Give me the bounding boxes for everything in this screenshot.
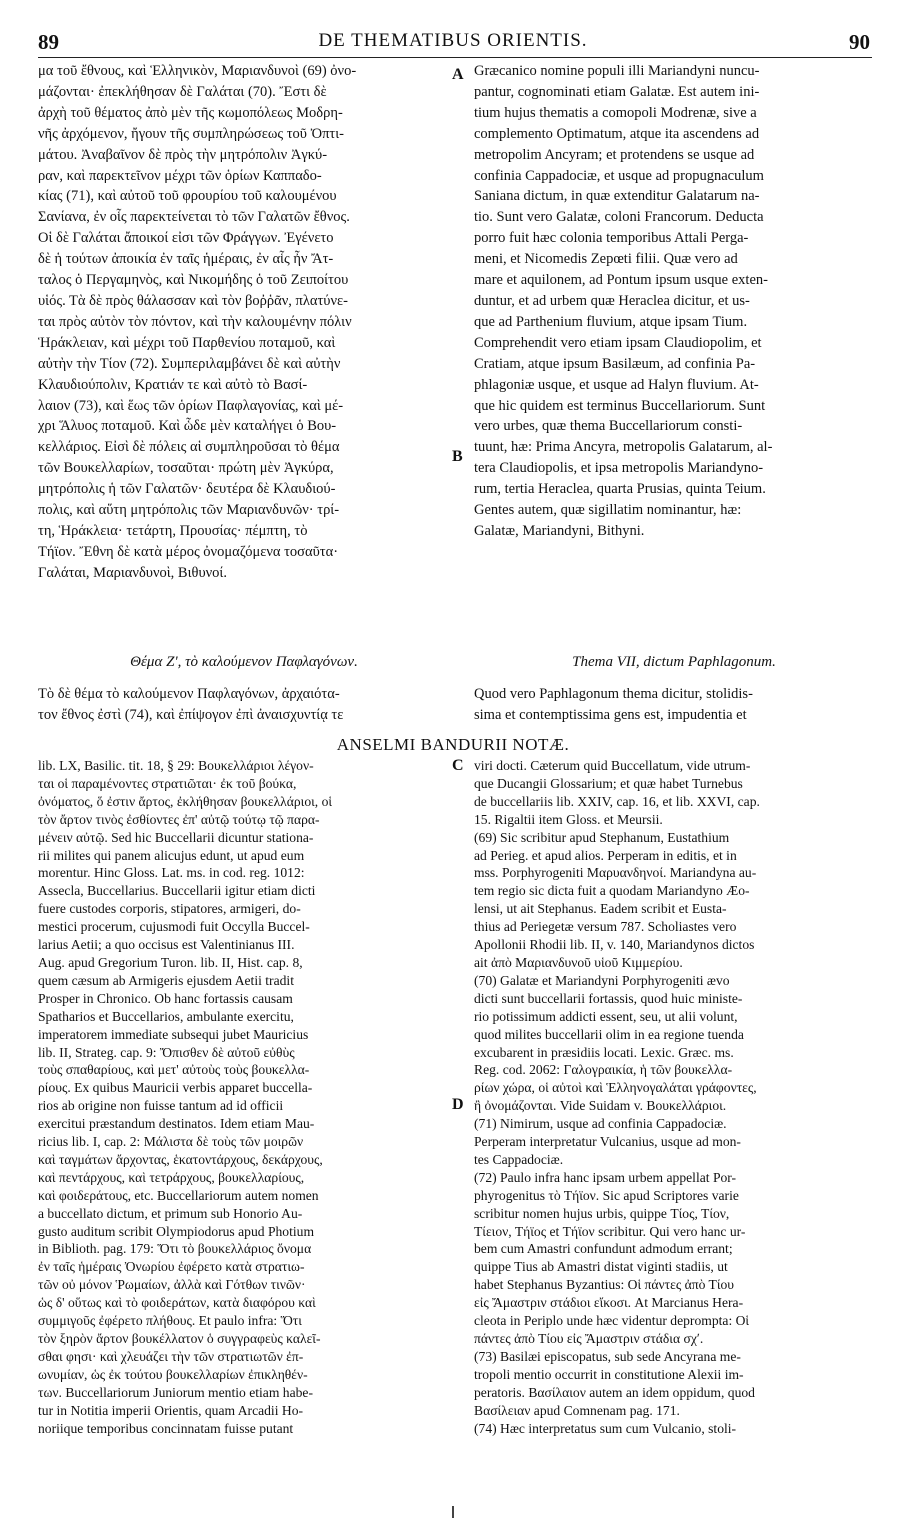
text-line: τὸν ξηρὸν ἄρτον βουκέλλατον ὁ συγγραφεὺς καλεῖ- — [38, 1331, 321, 1346]
text-line: rio potissimum addicti essent, seu, ut alii volunt, — [474, 1008, 738, 1024]
text-line: Prosper in Chronico. Ob hanc fortassis causam — [38, 990, 293, 1006]
text-line: 15. Rigaltii item Gloss. et Meursii. — [474, 811, 663, 827]
text-line: μητρόπολις ἡ τῶν Γαλατῶν· δευτέρα δὲ Κλαυδιού- — [38, 481, 336, 498]
text-line: habet Stephanus Byzantius: Οἱ πάντες ἀπὸ Τίου — [474, 1277, 735, 1293]
text-line: mss. Porphyrogeniti Μαρυανδηνοί. Mariandyna au- — [474, 865, 757, 881]
text-line: a buccellato dictum, et primum sub Honorio Au- — [38, 1205, 303, 1221]
text-line: lensi, ut ait Stephanus. Eadem scribit et Eusta- — [474, 901, 727, 917]
margin-letter-d: D — [452, 1096, 464, 1113]
text-line: Τίειον, Τήϊος et Τήϊον scribitur. Qui vero hanc ur- — [474, 1223, 746, 1239]
text-line: μάζονται· ἐπεκλήθησαν δὲ Γαλάται (70). Ἔστι δὲ — [38, 83, 327, 100]
text-line: αὐτὴν τὴν Τίον (72). Συμπεριλαμβάνει δὲ καὶ αὐτὴν — [38, 355, 341, 372]
text-line: ad Perieg. et apud alios. Perperam in editis, et in — [474, 847, 737, 863]
text-line: νῆς ἀρχόμενον, ἤγουν τῆς συμπληρώσεως τοῦ Ὀπτι- — [38, 125, 344, 142]
text-line: bem cum Amastri confundunt admodum errant; — [474, 1241, 733, 1257]
text-line: mestici procerum, cujusmodi fuit Occylla Buccel- — [38, 919, 310, 935]
text-line: in Biblioth. pag. 179: Ὅτι τὸ βουκελλάριος ὄνομα — [38, 1241, 312, 1257]
text-line: tuunt, hæ: Prima Ancyra, metropolis Galatarum, al- — [474, 439, 773, 456]
margin-letter-c: C — [452, 757, 464, 774]
text-line: Gentes autem, quæ sigillatim nominantur, hæ: — [474, 502, 742, 519]
text-line: Reg. cod. 2062: Γαλογραικία, ἡ τῶν βουκελλα- — [474, 1062, 733, 1078]
text-line: rii milites qui panem alicujus edunt, ut apud eum — [38, 847, 305, 863]
text-line: gusto auditum scribit Olympiodorus apud Photium — [38, 1223, 315, 1239]
text-line: lib. II, Strateg. cap. 9: Ὄπισθεν δὲ αὐτοῦ εὐθὺς — [38, 1044, 295, 1060]
text-line: Κλαυδιούπολιν, Κρατιάν τε καὶ αὐτὸ τὸ Βασί- — [38, 376, 308, 393]
text-line: (72) Paulo infra hanc ipsam urbem appellat Por- — [474, 1169, 737, 1185]
text-line: ὀνόματος, ὅ ἐστιν ἄρτος, ἐκλήθησαν βουκελλάριοι, οἱ — [38, 793, 333, 809]
running-header — [0, 30, 906, 60]
text-line: quod milites buccellarii olim in ea regione tuenda — [474, 1026, 744, 1042]
text-line: τὸν ἄρτον τινὸς ἐσθίοντες ἐπ' αὐτῷ τούτῳ τῷ παρα- — [38, 811, 320, 827]
running-title: DE THEMATIBUS ORIENTIS. — [318, 30, 588, 51]
page-number-left: 89 — [38, 30, 59, 54]
header-rule — [38, 57, 872, 58]
text-line: ἢ ὀνομάζονται. Vide Suidam v. Βουκελλάριοι. — [474, 1098, 727, 1114]
text-line: tem regio sic dicta fuit a quodam Mariandyno Æo- — [474, 883, 750, 899]
text-line: Σανίανα, ἐν οἷς παρεκτείνεται τὸ τῶν Γαλατῶν ἔθνος. — [38, 209, 350, 226]
notes-left-column — [38, 757, 450, 1437]
text-line: ρίους. Ex quibus Mauricii verbis apparet buccella- — [38, 1080, 313, 1096]
text-line: rios ab origine non fuisse tantum ad id officii — [38, 1098, 284, 1114]
text-line: Comprehendit vero etiam ipsam Claudiopolim, et — [474, 334, 762, 351]
text-line: confinia Cappadociæ, et usque ad propugnaculum — [474, 167, 764, 184]
text-line: complemento Optimatum, atque ita ascendens ad — [474, 125, 760, 142]
text-line: tes Cappadociæ. — [474, 1151, 564, 1167]
text-line: meni, et Nicomedis Zepœti filii. Quæ vero ad — [474, 251, 738, 268]
text-line: (74) Hæc interpretatus sum cum Vulcanio, stoli- — [474, 1420, 737, 1436]
text-line: imperatorem immediate subsequi jubet Mauricius — [38, 1026, 309, 1042]
text-line: μένειν αὐτῷ. Sed hic Buccellarii dicuntur stationa- — [38, 829, 314, 845]
greek-text-column — [38, 61, 450, 584]
text-line: metropolim Ancyram; et protendens se usque ad — [474, 146, 755, 163]
text-line: morentur. Hinc Gloss. Lat. ms. in cod. reg. 1012: — [38, 865, 305, 881]
text-line: scribitur nomen hujus urbis, quippe Τίος, Τίον, — [474, 1205, 730, 1221]
text-line: lib. LX, Basilic. tit. 18, § 29: Βουκελλάριοι λέγον- — [38, 758, 314, 773]
text-line: (69) Sic scribitur apud Stephanum, Eustathium — [474, 829, 730, 845]
text-line: Γαλάται, Μαριανδυνοὶ, Βιθυνοί. — [38, 564, 227, 581]
text-line: εἰς Ἄμαστριν στάδιοι εἴκοσι. At Marcianus Hera- — [474, 1295, 744, 1311]
notes-heading: ANSELMI BANDURII NOTÆ. — [336, 735, 570, 754]
text-line: υἱός. Τὰ δὲ πρὸς θάλασσαν καὶ τὸν βοῤῥᾶν, πλατύνε- — [38, 292, 348, 309]
text-line: χρι Ἅλυος ποταμοῦ. Καὶ ὧδε μὲν καταλήγει ὁ Βου- — [38, 418, 337, 435]
text-line: Τήϊον. Ἔθνη δὲ κατὰ μέρος ὀνομαζόμενα τοσαῦτα· — [38, 543, 339, 560]
greek-text-column-continued — [38, 684, 450, 726]
text-line: κελλάριος. Εἰσὶ δὲ πόλεις αἱ συμπληροῦσαι τὸ θέμα — [38, 439, 340, 456]
text-line: vero urbes, quæ thema Buccellariorum consti- — [474, 418, 743, 435]
text-line: ἐν ταῖς ἡμέραις Ὀνωρίου ἐφέρετο κατὰ στρατιω- — [38, 1259, 305, 1275]
text-line: καὶ φοιδεράτους, etc. Buccellariorum autem nomen — [38, 1187, 319, 1203]
text-line: τον ἔθνος ἐστὶ (74), καὶ ἐπίψογον ἐπὶ ἀναισχυντίᾳ τε — [38, 706, 344, 723]
text-line: larius Aetii; a quo occisus est Valentinianus III. — [38, 937, 295, 953]
text-line: τοὺς σπαθαρίους, καὶ μετ' αὐτοὺς τοὺς βουκελλα- — [38, 1062, 310, 1078]
text-line: tur in Notitia imperii Orientis, quam Arcadii Ho- — [38, 1402, 304, 1418]
text-line: μάτου. Ἀναβαῖνον δὲ πρὸς τὴν μητρόπολιν Ἀγκύ- — [38, 146, 328, 163]
text-line: πάντες ἀπὸ Τίου εἰς Ἄμαστριν στάδια σχʹ. — [474, 1331, 704, 1346]
text-line: noriique temporibus concinnatam fuisse putant — [38, 1420, 294, 1436]
text-line: viri docti. Cæterum quid Buccellatum, vide utrum- — [474, 758, 751, 773]
text-line: dicti sunt buccellarii fortassis, quod huic ministe- — [474, 990, 743, 1006]
text-line: sima et contemptissima gens est, impudentia et — [474, 706, 747, 723]
text-line: Perperam interpretatur Vulcanius, usque ad mon- — [474, 1134, 741, 1150]
text-line: Assecla, Buccellarius. Buccellarii igitur etiam dicti — [38, 883, 316, 899]
text-line: pantur, cognominati etiam Galatæ. Est autem ini- — [474, 83, 760, 100]
text-line: τῶν οὐ μόνον Ῥωμαίων, ἀλλὰ καὶ Γότθων τινῶν· — [38, 1277, 306, 1293]
text-line: que hic quidem est terminus Buccellariorum. Sunt — [474, 397, 766, 414]
text-line: Quod vero Paphlagonum thema dicitur, stolidis- — [474, 686, 753, 702]
text-line: συμμιγοῦς ἐφέρετο πλήθους. Et paulo infra: Ὅτι — [38, 1313, 302, 1329]
text-line: Aug. apud Gregorium Turon. lib. II, Hist. cap. 8, — [38, 954, 303, 970]
text-line: phlagoniæ usque, et usque ad Halyn fluvium. At- — [474, 376, 759, 393]
latin-text-column — [474, 61, 874, 542]
text-line: mare et aquilonem, ad Pontum ipsum usque exten- — [474, 272, 768, 289]
text-line: Βασίλειαν apud Comnenam pag. 171. — [474, 1402, 680, 1418]
text-line: καὶ ταγμάτων ἄρχοντας, ἑκατοντάρχους, δεκάρχους, — [38, 1151, 323, 1167]
text-line: κίας (71), καὶ αὐτοῦ τοῦ φρουρίου τοῦ καλουμένου — [38, 188, 337, 205]
text-line: Galatæ, Mariandyni, Bithyni. — [474, 522, 645, 539]
text-line: porro fuit hæc colonia temporibus Attali Perga- — [474, 230, 749, 247]
text-line: quippe Tius ab Amastri distat viginti stadiis, ut — [474, 1259, 728, 1275]
text-line: των. Buccellariorum Juniorum mentio etiam habe- — [38, 1384, 313, 1400]
text-line: que ad Parthenium fluvium, atque ipsam Tium. — [474, 313, 748, 330]
latin-text-column-continued — [474, 684, 874, 726]
text-line: rum, tertia Heraclea, quarta Prusias, quinta Teium. — [474, 481, 766, 498]
text-line: ricius lib. I, cap. 2: Μάλιστα δὲ τοὺς τῶν μοιρῶν — [38, 1134, 304, 1150]
text-line: thius ad Periegetæ versum 787. Scholiastes vero — [474, 919, 737, 935]
latin-subheading: Thema VII, dictum Paphlagonum. — [572, 654, 776, 670]
text-line: ὡς δ' οὕτως καὶ τὸ φοιδεράτων, κατὰ διαφόρου καὶ — [38, 1295, 316, 1311]
text-line: tropoli mentio occurrit in constitutione Alexii im- — [474, 1366, 744, 1382]
text-line: cleota in Periplo unde hæc videntur deprompta: Οἱ — [474, 1313, 750, 1329]
text-line: exercitui præstandum destinatos. Idem etiam Mau- — [38, 1116, 315, 1132]
text-line: peratoris. Βασίλαιον autem an idem oppidum, quod — [474, 1384, 755, 1400]
margin-letter-a: A — [452, 66, 464, 83]
text-line: καὶ πεντάρχους, καὶ τετράρχους, βουκελλαρίους, — [38, 1169, 305, 1185]
text-line: Τὸ δὲ θέμα τὸ καλούμενον Παφλαγόνων, ἀρχαιότα- — [38, 686, 340, 702]
text-line: duntur, et ad urbem quæ Heraclea dicitur, et us- — [474, 292, 750, 309]
text-line: πολις, καὶ αὕτη μητρόπολις τῶν Μαριανδυνῶν· τρί- — [38, 502, 340, 519]
text-line: Saniana dictum, in quæ extenditur Galatarum na- — [474, 188, 760, 205]
text-line: fuere custodes corporis, stipatores, armigeri, do- — [38, 901, 301, 917]
text-line: phyrogenitus τὸ Τήϊον. Sic apud Scriptores varie — [474, 1187, 739, 1203]
text-line: δὲ ἡ τούτων ἀποικία ἐν ταῖς ἡμέραις, ἐν αἷς ἦν Ἄτ- — [38, 251, 334, 268]
text-line: τῶν Βουκελλαρίων, τοσαῦται· πρώτη μὲν Ἀγκύρα, — [38, 460, 334, 477]
margin-letter-b: B — [452, 448, 463, 465]
text-line: τη, Ἡράκλεια· τετάρτη, Προυσίας· πέμπτη, τὸ — [38, 522, 308, 539]
text-line: ταλος ὁ Περγαμηνὸς, καὶ Νικομήδης ὁ τοῦ Ζειποίτου — [38, 272, 349, 289]
text-line: Cratiam, atque ipsum Basilæum, ad confinia Pa- — [474, 355, 756, 372]
text-line: (73) Basilæi episcopatus, sub sede Ancyrana me- — [474, 1348, 741, 1364]
text-line: ραν, καὶ παρεκτεῖνον μέχρι τῶν ὁρίων Καππαδο- — [38, 167, 322, 184]
text-line: (70) Galatæ et Mariandyni Porphyrogeniti ævo — [474, 972, 730, 988]
text-line: Οἱ δὲ Γαλάται ἄποικοί εἰσι τῶν Φράγγων. Ἐγένετο — [38, 230, 334, 247]
text-line: Ἡράκλειαν, καὶ μέχρι τοῦ Παρθενίου ποταμοῦ, καὶ — [38, 334, 336, 351]
text-line: μα τοῦ ἔθνους, καὶ Ἑλληνικὸν, Μαριανδυνοὶ (69) ὀνο- — [38, 63, 357, 79]
text-line: Græcanico nomine populi illi Mariandyni nuncu- — [474, 63, 760, 79]
text-line: tio. Sunt vero Galatæ, coloni Francorum. Deducta — [474, 209, 764, 226]
text-line: tera Claudiopolis, et ipsa metropolis Mariandyno- — [474, 460, 764, 477]
text-line: tium hujus thematis a comopoli Modrenæ, sive a — [474, 104, 757, 121]
text-line: ωνυμίαν, ὡς ἐκ τούτου βουκελλαρίων ἐπικληθέν- — [38, 1366, 308, 1382]
text-line: de buccellariis lib. XXIV, cap. 16, et lib. XXVI, cap. — [474, 793, 760, 809]
text-line: Apollonii Rhodii lib. II, v. 140, Mariandynos dictos — [474, 937, 755, 953]
text-line: quem cæsum ab Armigeris ejusdem Aetii tradit — [38, 972, 294, 988]
greek-subheading: Θέμα Ζʹ, τὸ καλούμενον Παφλαγόνων. — [130, 654, 358, 670]
text-line: que Ducangii Glossarium; et quæ habet Turnebus — [474, 775, 743, 791]
text-line: ait ἀπὸ Μαριανδυνοῦ υἱοῦ Κιμμερίου. — [474, 954, 683, 970]
text-line: ται πρὸς αὐτὸν τὸν πόντον, καὶ τὴν καλουμένην πόλιν — [38, 313, 352, 330]
gutter-mark — [452, 1506, 454, 1518]
text-line: Spatharios et Buccellarios, ambulante exercitu, — [38, 1008, 294, 1024]
text-line: λαιον (73), καὶ ἕως τῶν ὁρίων Παφλαγονίας, καὶ μέ- — [38, 397, 344, 414]
text-line: excubarent in præsidiis locati. Lexic. Græc. ms. — [474, 1044, 734, 1060]
text-line: σθαι φησι· καὶ χλευάζει τὴν τῶν στρατιωτῶν ἐπ- — [38, 1348, 304, 1364]
notes-right-column — [474, 757, 874, 1437]
text-line: (71) Nimirum, usque ad confinia Cappadociæ. — [474, 1116, 727, 1132]
text-line: ρίων χώρα, οἱ αὐτοὶ καὶ Ἑλληνογαλάται γράφοντες, — [474, 1080, 757, 1096]
text-line: ἀρχὴ τοῦ θέματος ἀπὸ μὲν τῆς κωμοπόλεως Μοδρη- — [38, 104, 343, 121]
page-number-right: 90 — [849, 30, 870, 54]
text-line: ται οἱ παραμένοντες στρατιῶται· ἐκ τοῦ βούκα, — [38, 775, 297, 791]
